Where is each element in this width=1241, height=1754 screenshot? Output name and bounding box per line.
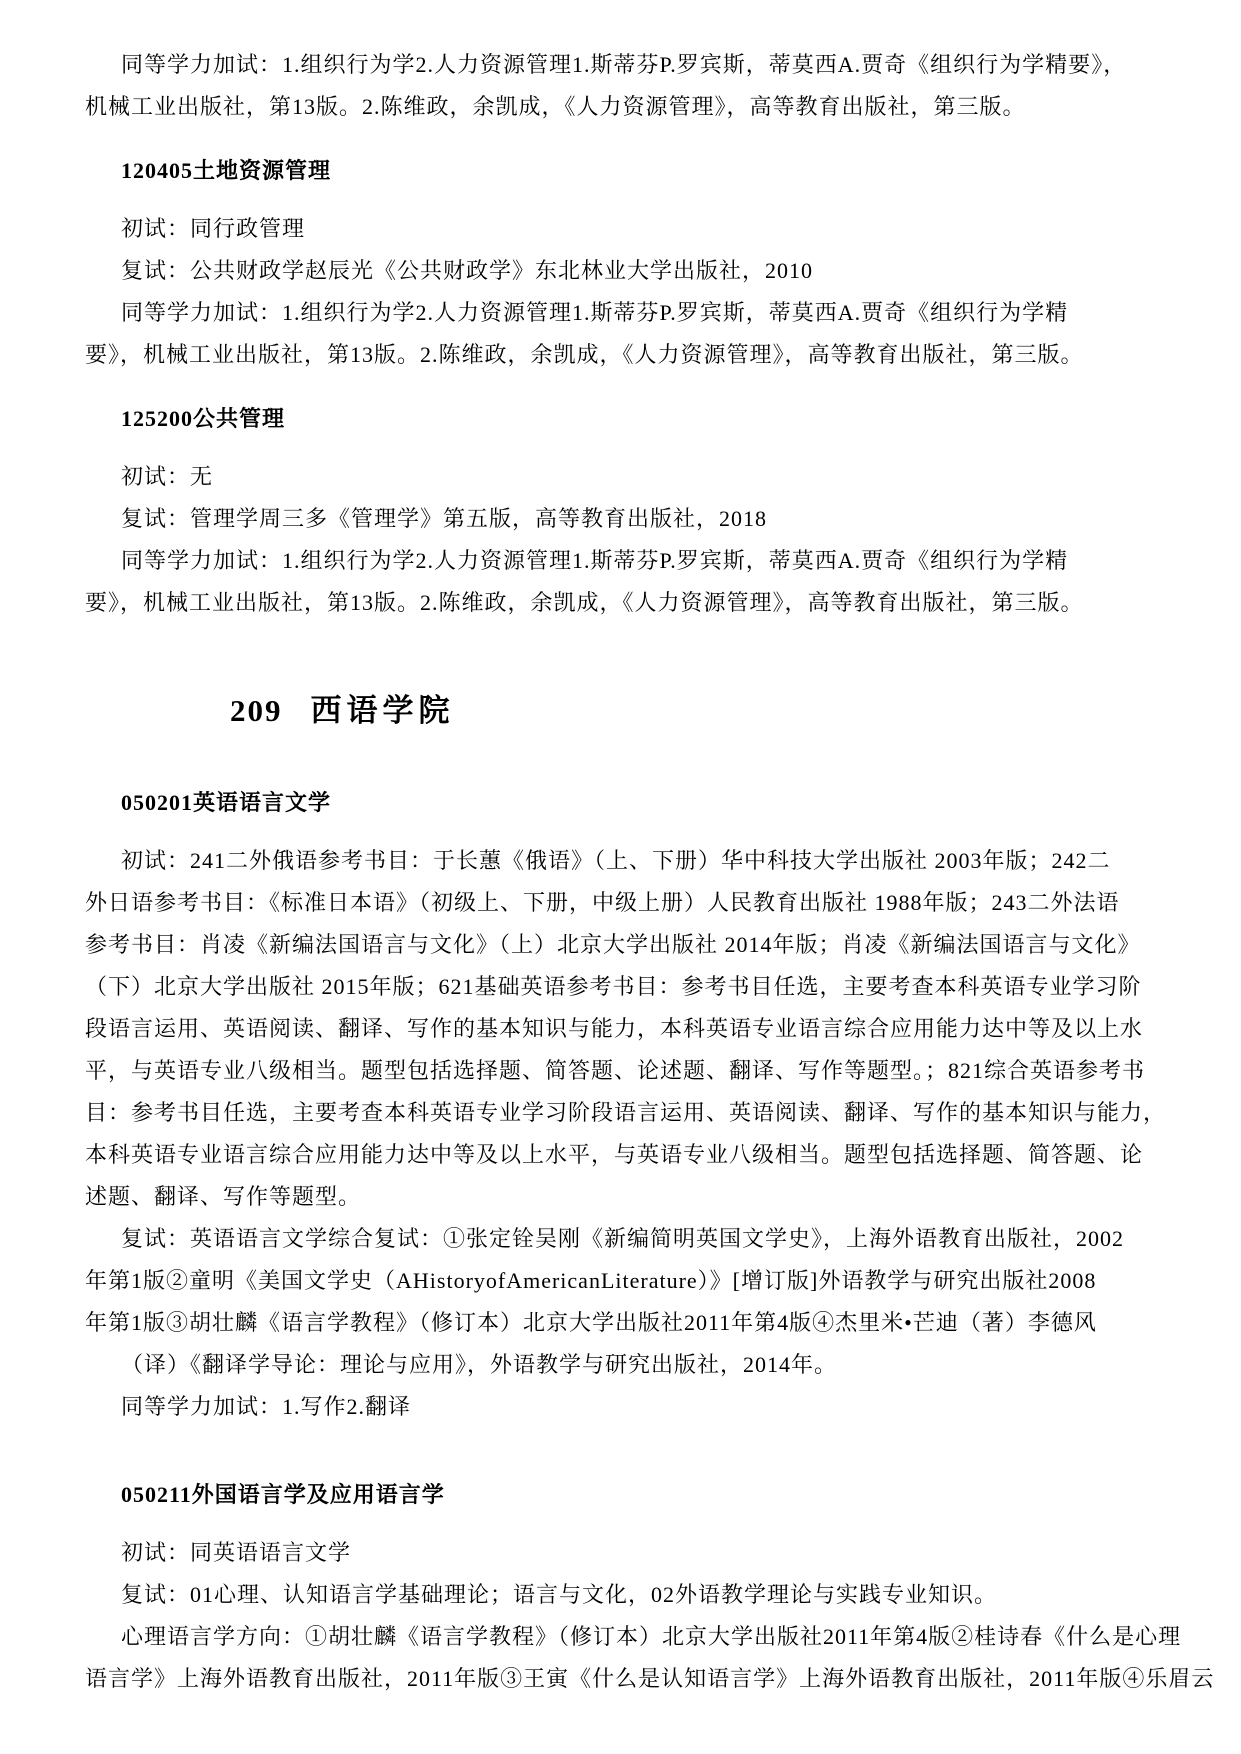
text-line: 初试：同行政管理 — [121, 216, 306, 241]
text-line: 初试：无 — [121, 464, 214, 489]
text-line: 述题、翻译、写作等题型。 — [85, 1184, 362, 1209]
text-line: 初试：同英语语言文学 — [121, 1540, 352, 1565]
text-line: 要》，机械工业出版社，第13版。2.陈维政，余凯成，《人力资源管理》，高等教育出版社，第三版。 — [85, 342, 1084, 367]
text-line: 复试：英语语言文学综合复试：①张定铨吴刚《新编简明英国文学史》，上海外语教育出版社，2002 — [121, 1226, 1125, 1251]
text-line: 参考书目：肖凌《新编法国语言与文化》（上）北京大学出版社 2014年版；肖凌《新编法国语言与文化》 — [85, 932, 1141, 957]
text-line: 语言学》上海外语教育出版社，2011年版③王寅《什么是认知语言学》上海外语教育出版社，2011年版④乐眉云 — [85, 1666, 1215, 1691]
text-line: 年第1版②童明《美国文学史（AHistoryofAmericanLiterature）》[增订版]外语教学与研究出版社2008 — [85, 1268, 1097, 1293]
section-heading: 050211外国语言学及应用语言学 — [121, 1482, 445, 1507]
text-line: 复试：公共财政学赵辰光《公共财政学》东北林业大学出版社，2010 — [121, 258, 814, 283]
text-line: 段语言运用、英语阅读、翻译、写作的基本知识与能力，本科英语专业语言综合应用能力达中等及以上水 — [85, 1016, 1144, 1041]
text-line: 年第1版③胡壮麟《语言学教程》（修订本）北京大学出版社2011年第4版④杰里米•芒迪（著）李德风 — [85, 1310, 1097, 1335]
section-heading: 050201英语语言文学 — [121, 790, 332, 815]
text-line: 心理语言学方向：①胡壮麟《语言学教程》（修订本）北京大学出版社2011年第4版②桂诗春《什么是心理 — [121, 1624, 1182, 1649]
text-line: 平，与英语专业八级相当。题型包括选择题、简答题、论述题、翻译、写作等题型。；821综合英语参考书 — [85, 1058, 1146, 1083]
text-line: 要》，机械工业出版社，第13版。2.陈维政，余凯成，《人力资源管理》，高等教育出版社，第三版。 — [85, 590, 1084, 615]
college-number: 209 — [230, 693, 283, 728]
text-line: （下）北京大学出版社 2015年版；621基础英语参考书目：参考书目任选，主要考查本科英语专业学习阶 — [85, 974, 1142, 999]
text-line: 目：参考书目任选，主要考查本科英语专业学习阶段语言运用、英语阅读、翻译、写作的基本知识与能力， — [85, 1100, 1167, 1125]
text-line: （译）《翻译学导论：理论与应用》，外语教学与研究出版社，2014年。 — [121, 1352, 838, 1377]
text-line: 同等学力加试：1.组织行为学2.人力资源管理1.斯蒂芬P.罗宾斯，蒂莫西A.贾奇《组织行为学精要》， — [121, 52, 1127, 77]
text-line: 复试：01心理、认知语言学基础理论；语言与文化，02外语教学理论与实践专业知识。 — [121, 1582, 998, 1607]
text-line: 同等学力加试：1.写作2.翻译 — [121, 1394, 412, 1419]
section-heading: 125200公共管理 — [121, 406, 286, 431]
college-name: 西语学院 — [310, 693, 455, 728]
text-line: 同等学力加试：1.组织行为学2.人力资源管理1.斯蒂芬P.罗宾斯，蒂莫西A.贾奇《组织行为学精 — [121, 548, 1069, 573]
section-heading: 120405土地资源管理 — [121, 158, 332, 183]
college-title — [230, 688, 1171, 740]
text-line: 同等学力加试：1.组织行为学2.人力资源管理1.斯蒂芬P.罗宾斯，蒂莫西A.贾奇《组织行为学精 — [121, 300, 1069, 325]
text-line: 外日语参考书目：《标准日本语》（初级上、下册，中级上册）人民教育出版社 1988年版；243二外法语 — [85, 890, 1120, 915]
text-line: 机械工业出版社，第13版。2.陈维政，余凯成，《人力资源管理》，高等教育出版社，第三版。 — [85, 94, 1026, 119]
text-line: 复试：管理学周三多《管理学》第五版，高等教育出版社，2018 — [121, 506, 768, 531]
text-line: 本科英语专业语言综合应用能力达中等及以上水平，与英语专业八级相当。题型包括选择题、简答题、论 — [85, 1142, 1144, 1167]
text-line: 初试：241二外俄语参考书目：于长蕙《俄语》（上、下册）华中科技大学出版社 2003年版；242二 — [121, 848, 1111, 873]
